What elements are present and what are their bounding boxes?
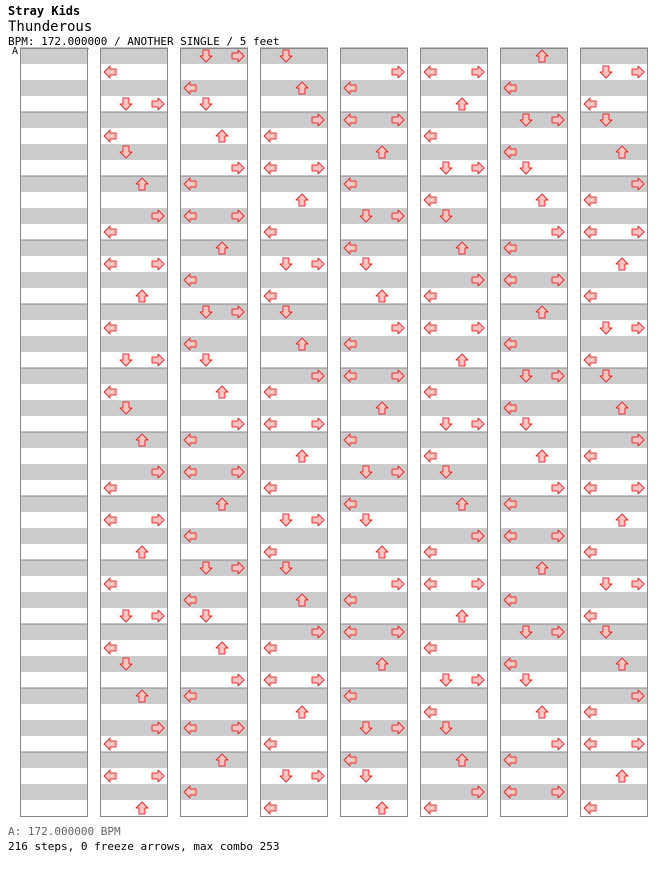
step-arrow-down <box>280 514 292 526</box>
chart-meta: BPM: 172.000000 / ANOTHER SINGLE / 5 feet <box>8 35 280 48</box>
step-arrow-right <box>152 354 164 366</box>
step-arrow-left <box>264 226 276 238</box>
step-arrow-left <box>424 578 436 590</box>
step-arrow-right <box>632 66 644 78</box>
step-arrow-right <box>632 482 644 494</box>
artist-name: Stray Kids <box>8 4 81 18</box>
step-arrow-up <box>376 546 388 558</box>
chart-column <box>20 48 88 817</box>
step-arrow-left <box>104 482 116 494</box>
step-arrow-left <box>424 642 436 654</box>
step-arrow-down <box>360 514 372 526</box>
step-arrow-left <box>264 290 276 302</box>
step-arrow-right <box>152 98 164 110</box>
step-arrow-right <box>392 578 404 590</box>
step-arrow-right <box>552 226 564 238</box>
step-arrow-left <box>104 578 116 590</box>
step-arrow-down <box>440 674 452 686</box>
step-arrow-left <box>584 738 596 750</box>
step-arrow-up <box>216 386 228 398</box>
step-arrow-right <box>632 738 644 750</box>
step-arrow-left <box>264 674 276 686</box>
bpm-footer: A: 172.000000 BPM <box>8 825 121 838</box>
step-arrow-left <box>584 546 596 558</box>
step-arrow-right <box>312 418 324 430</box>
step-arrow-right <box>632 322 644 334</box>
step-arrow-left <box>264 418 276 430</box>
step-arrow-right <box>472 674 484 686</box>
step-arrow-left <box>104 226 116 238</box>
step-arrow-right <box>312 162 324 174</box>
step-arrow-down <box>520 418 532 430</box>
step-arrow-right <box>552 482 564 494</box>
step-arrow-down <box>280 258 292 270</box>
step-arrow-left <box>424 706 436 718</box>
step-arrow-up <box>296 450 308 462</box>
step-arrow-right <box>152 770 164 782</box>
step-arrow-left <box>584 98 596 110</box>
step-arrow-right <box>552 738 564 750</box>
step-arrow-up <box>616 770 628 782</box>
step-arrow-left <box>264 162 276 174</box>
step-arrow-left <box>424 802 436 814</box>
step-arrow-left <box>584 450 596 462</box>
step-arrow-left <box>264 802 276 814</box>
step-arrow-right <box>152 610 164 622</box>
step-arrow-left <box>104 130 116 142</box>
step-arrow-down <box>120 610 132 622</box>
step-arrow-up <box>536 706 548 718</box>
step-arrow-left <box>584 194 596 206</box>
step-arrow-left <box>424 546 436 558</box>
step-arrow-right <box>232 162 244 174</box>
step-arrow-down <box>600 578 612 590</box>
step-arrow-down <box>120 354 132 366</box>
step-arrow-right <box>152 514 164 526</box>
step-arrow-left <box>424 194 436 206</box>
step-arrow-left <box>264 738 276 750</box>
step-arrow-right <box>312 258 324 270</box>
step-arrow-left <box>264 642 276 654</box>
step-arrow-right <box>152 258 164 270</box>
step-arrow-up <box>216 130 228 142</box>
step-arrow-down <box>120 98 132 110</box>
step-arrow-right <box>312 770 324 782</box>
song-title: Thunderous <box>8 19 93 35</box>
chart-column <box>500 48 568 817</box>
section-marker: A <box>12 46 19 57</box>
step-arrow-down <box>520 674 532 686</box>
step-arrow-right <box>472 578 484 590</box>
step-arrow-left <box>424 322 436 334</box>
step-arrow-down <box>360 770 372 782</box>
step-arrow-right <box>232 674 244 686</box>
step-arrow-left <box>424 450 436 462</box>
step-arrow-left <box>104 386 116 398</box>
step-arrow-up <box>616 514 628 526</box>
step-arrow-right <box>472 322 484 334</box>
step-arrow-up <box>456 354 468 366</box>
step-arrow-down <box>520 162 532 174</box>
step-arrow-up <box>376 290 388 302</box>
step-arrow-left <box>584 706 596 718</box>
step-arrow-down <box>600 66 612 78</box>
step-summary: 216 steps, 0 freeze arrows, max combo 253 <box>8 840 280 853</box>
step-arrow-right <box>472 162 484 174</box>
step-arrow-down <box>360 258 372 270</box>
step-arrow-right <box>472 418 484 430</box>
step-arrow-down <box>280 770 292 782</box>
step-arrow-left <box>584 610 596 622</box>
step-arrow-down <box>200 354 212 366</box>
step-arrow-left <box>104 738 116 750</box>
step-arrow-left <box>264 386 276 398</box>
step-arrow-down <box>440 418 452 430</box>
step-arrow-up <box>136 546 148 558</box>
step-arrow-left <box>424 290 436 302</box>
step-arrow-up <box>216 642 228 654</box>
step-arrow-up <box>136 802 148 814</box>
step-arrow-right <box>312 514 324 526</box>
chart-column <box>100 48 168 817</box>
step-arrow-up <box>456 98 468 110</box>
step-arrow-left <box>584 482 596 494</box>
step-arrow-right <box>632 578 644 590</box>
step-arrow-left <box>264 130 276 142</box>
step-arrow-left <box>584 802 596 814</box>
step-arrow-down <box>600 322 612 334</box>
step-arrow-left <box>104 770 116 782</box>
step-arrow-left <box>104 514 116 526</box>
step-arrow-right <box>392 66 404 78</box>
step-arrow-left <box>424 386 436 398</box>
step-arrow-up <box>136 290 148 302</box>
step-arrow-left <box>104 322 116 334</box>
step-arrow-down <box>200 98 212 110</box>
step-arrow-left <box>584 226 596 238</box>
step-arrow-right <box>632 226 644 238</box>
step-arrow-up <box>536 450 548 462</box>
step-arrow-left <box>424 130 436 142</box>
step-arrow-left <box>104 642 116 654</box>
step-arrow-right <box>232 418 244 430</box>
step-arrow-up <box>536 194 548 206</box>
step-arrow-up <box>296 194 308 206</box>
step-arrow-left <box>584 290 596 302</box>
step-arrow-up <box>456 610 468 622</box>
step-arrow-down <box>440 162 452 174</box>
step-arrow-up <box>616 258 628 270</box>
step-arrow-up <box>376 802 388 814</box>
step-arrow-left <box>104 258 116 270</box>
step-arrow-down <box>200 610 212 622</box>
step-arrow-left <box>104 66 116 78</box>
step-arrow-right <box>472 66 484 78</box>
step-arrow-left <box>424 66 436 78</box>
step-arrow-right <box>312 674 324 686</box>
step-arrow-right <box>392 322 404 334</box>
step-arrow-left <box>264 482 276 494</box>
step-arrow-left <box>584 354 596 366</box>
step-arrow-up <box>296 706 308 718</box>
step-arrow-left <box>264 546 276 558</box>
